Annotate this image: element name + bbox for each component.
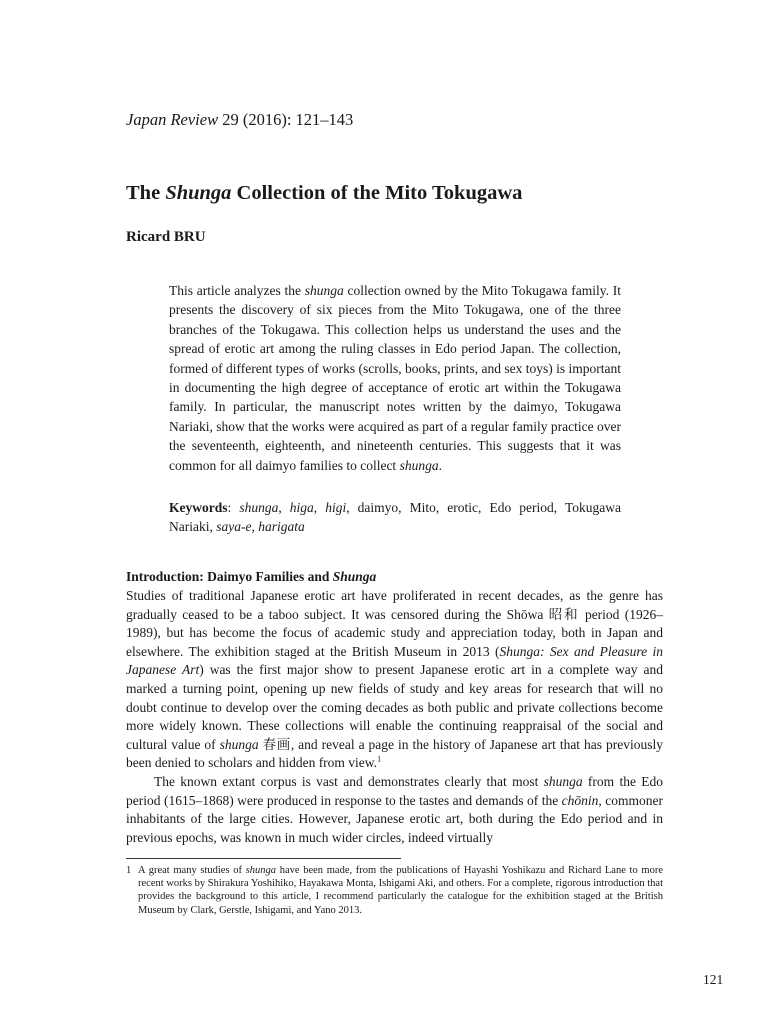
abstract [169, 281, 621, 475]
journal-citation [126, 110, 353, 130]
section-heading-italic: Shunga [332, 569, 377, 584]
keyword-sep-2: , [313, 500, 326, 515]
p1-italic-1: Shunga: Sex and Pleasure in Japanese Art [126, 643, 663, 678]
keyword-4: saya-e [216, 519, 252, 535]
title-suffix: Collection of the Mito Tokugawa [231, 182, 523, 204]
body-paragraph-1 [126, 587, 663, 773]
title-prefix: The [126, 182, 166, 204]
p2-text-1: The known extant corpus is vast and demonstrates clearly that most [154, 773, 544, 789]
title-italic: Shunga [165, 182, 232, 204]
keywords [169, 498, 621, 537]
abstract-text-3: . [438, 457, 442, 473]
keywords-label: Keywords [169, 500, 228, 515]
body-text [126, 587, 663, 847]
footnote-text-2: have been made, from the publications of Hayashi Yoshikazu and Richard Lane to more recent works by Shirakura Yoshihiko, Hayakawa Monta, Ishigami Aki, and others. For a complete, rigorous introduction that provides the background to this article, I recommend particularly the catalogue for the exhibition staged at the British Museum by Clark, Gerstle, Ishigami, and Yano 2013. [138, 865, 663, 916]
footnote-reference[interactable]: 1 [377, 754, 382, 764]
footnote-italic-1: shunga [245, 865, 277, 876]
keyword-5: harigata [258, 519, 305, 535]
body-paragraph-2 [126, 773, 663, 847]
p2-italic-1: shunga [543, 773, 583, 789]
page-number: 121 [703, 972, 724, 987]
section-heading [126, 569, 376, 585]
author-name: Ricard BRU [126, 229, 206, 245]
p2-text-2: from the Edo period (1615–1868) were produced in response to the tastes and demands of the [126, 773, 663, 808]
keyword-1: shunga [239, 500, 279, 515]
abstract-text-1: This article analyzes the [169, 283, 305, 298]
section-heading-text: Introduction: Daimyo Families and [126, 569, 333, 584]
keyword-3: higi [325, 500, 347, 515]
journal-details: 29 (2016): 121–143 [218, 110, 354, 129]
abstract-italic-2: shunga [399, 457, 439, 473]
p1-italic-2: shunga [219, 736, 259, 752]
keyword-2: higa [289, 500, 314, 515]
abstract-text-2: collection owned by the Mito Tokugawa family. It presents the discovery of six pieces from the Mito Tokugawa, one of the three branches of the Tokugawa. This collection helps us understand the uses and the spread of erotic art among the ruling classes in Edo period Japan. The collection, formed of different types of works (scrolls, books, prints, and sex toys) is important in documenting the high degree of acceptance of erotic art within the Tokugawa family. In particular, the manuscript notes written by the daimyo, Tokugawa Nariaki, show that the works were acquired as part of a regular family practice over the seventeenth, eighteenth, and nineteenth centuries. This suggests that it was common for all daimyo families to collect [169, 283, 621, 473]
keyword-sep-1: , [278, 500, 290, 515]
footnote-divider [126, 858, 401, 859]
abstract-italic-1: shunga [304, 283, 344, 298]
keyword-sep-3: , [251, 519, 259, 535]
abstract-paragraph [169, 281, 621, 475]
keywords-rest: , daimyo, Mito, erotic, Edo period, Tokugawa Nariaki, [169, 500, 621, 535]
journal-name: Japan Review [126, 110, 219, 129]
article-title [126, 182, 522, 205]
p1-text-3: 春画, and reveal a page in the history of Japanese art that has previously been denied to scholars and hidden from view. [126, 736, 663, 771]
p1-text-2: ) was the first major show to present Japanese erotic art in a complete way and marked a turning point, opening up new fields of study and key areas for research that will no doubt continue to develop over the coming decades as both public and private collections become more widely known. These collections will enable the continuing reappraisal of the social and cultural value of [126, 662, 663, 752]
p2-text-3: , commoner inhabitants of the large cities. However, Japanese erotic art, both during the Edo period and in previous epochs, was known in much wider circles, indeed virtually [126, 792, 663, 845]
footnote-text [138, 864, 663, 917]
footnote [126, 864, 663, 917]
p2-italic-2: chōnin [561, 792, 599, 808]
footnote-text-1: A great many studies of [138, 865, 246, 876]
p1-text-1: Studies of traditional Japanese erotic art have proliferated in recent decades, as the genre has gradually ceased to be a taboo subject. It was censored during the Shōwa 昭和 period (1926–1989), but has become the focus of academic study and appreciation today, both in Japan and elsewhere. The exhibition staged at the British Museum in 2013 ( [126, 588, 663, 659]
footnote-number: 1 [126, 865, 132, 876]
keywords-colon: : [227, 500, 240, 515]
